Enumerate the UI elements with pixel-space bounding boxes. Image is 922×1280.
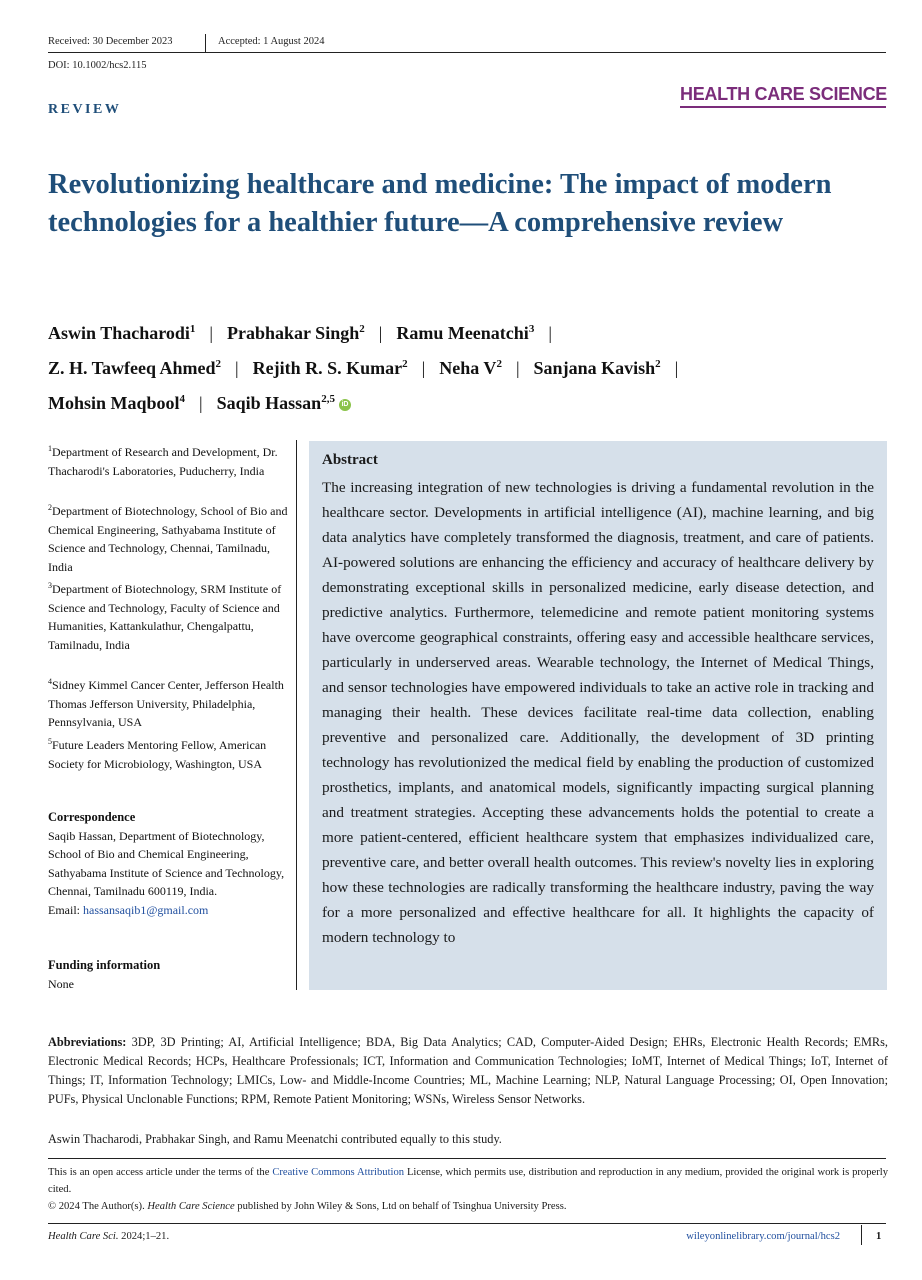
journal-url-link[interactable]: wileyonlinelibrary.com/journal/hcs2 (686, 1231, 840, 1242)
article-title: Revolutionizing healthcare and medicine: The impact of modern technologies for a healthier future—A comprehensive review (48, 169, 832, 238)
open-access-notice: This is an open access article under the terms of the Creative Commons Attribution License, which permits use, distribution and reproduction in any medium, provided the original work is properly cited. © 2024 The Author(s). Health Care Science published by John Wiley & Sons, Ltd on behalf of Tsinghua University Press. (48, 1167, 888, 1212)
contribution-note: Aswin Thacharodi, Prabhakar Singh, and Ramu Meenatchi contributed equally to this study. (48, 1132, 502, 1146)
email-link[interactable]: hassansaqib1@gmail.com (83, 902, 209, 917)
author-5: Rejith R. S. Kumar$^2$ (252, 358, 408, 378)
affiliation-5: $^5$Future Leaders Mentoring Fellow, American Society for Microbiology, Washington, USA (48, 737, 267, 771)
doi[interactable]: DOI: 10.1002/hcs2.115 (48, 60, 147, 71)
orcid-icon[interactable]: iD (339, 399, 351, 411)
license-rule (48, 1158, 886, 1159)
funding-text: None (48, 976, 74, 991)
correspondence-heading: Correspondence (48, 810, 136, 824)
funding-heading: Funding information (48, 958, 161, 972)
author-9: Saqib Hassan$^{2,5}$ (216, 393, 335, 413)
author-6: Neha $V^2$ (439, 358, 502, 378)
author-7: Sanjana Kavish$^2$ (533, 358, 661, 378)
author-list: Aswin Thacharodi$^1$ | Prabhakar Singh$^2$ | Ramu Meenatchi$^3$ | Z. H. Tawfeeq Ahmed$^2$ | Rejith R. S. Kumar$^2$ | Neha $V^2$ | Sanjana Kavish$^2$ | Mohsin Maqbool$^4$ | Saqib Hassan$^{2,5}$ iD (48, 323, 679, 413)
header-rule (48, 52, 886, 53)
page-number: 1 (876, 1231, 882, 1242)
affiliation-4: $^4$Sidney Kimmel Cancer Center, Jefferson Health Thomas Jefferson University, Philadelphia, Pennsylvania, USA (48, 677, 284, 729)
author-4: Z. H. Tawfeeq Ahmed$^2$ (48, 358, 222, 378)
footer-separator (861, 1225, 862, 1245)
author-8: Mohsin Maqbool$^4$ (48, 393, 186, 413)
abstract-heading: Abstract (322, 452, 378, 468)
cc-license-link[interactable]: Creative Commons Attribution (272, 1167, 405, 1178)
author-3: Ramu Meenatchi$^3$ (396, 323, 535, 343)
author-1: Aswin Thacharodi$^1$ (48, 323, 196, 343)
author-2: Prabhakar Singh$^2$ (227, 323, 365, 343)
correspondence: Correspondence Saqib Hassan, Department of Biotechnology, School of Bio and Chemical Engineering, Sathyabama Institute of Science and Technology, Chennai, Tamilnadu 600119, India. Email: hassansaqib1@gmail.com (48, 808, 288, 919)
section-label: REVIEW (48, 102, 122, 117)
received-date: Received: 30 December 2023 (48, 36, 173, 47)
accepted-date: Accepted: 1 August 2024 (218, 36, 325, 47)
affiliation-3: $^3$Department of Biotechnology, SRM Institute of Science and Technology, Faculty of Science and Humanities, Kattankulathur, Chengalpattu, Tamilnadu, India (48, 581, 282, 652)
affiliation-1: $^1$Department of Research and Development, Dr. Thacharodi's Laboratories, Puducherry, India (48, 444, 278, 478)
abstract-text: The increasing integration of new technologies is driving a fundamental revolution in the healthcare sector. Developments in artificial intelligence (AI), machine learning, and big data analytics have completely transformed the diagnosis, treatment, and care of patients. AI-powered solutions are enhancing the efficiency and accuracy of healthcare delivery by demonstrating exceptional skills in personalized medicine, early disease detection, and predictive analytics. Furthermore, telemedicine and remote patient monitoring systems have overcome geographical constraints, offering easy and accessible healthcare services, particularly in underserved areas. Wearable technology, the Internet of Medical Things, and sensor technologies have empowered individuals to take an active role in tracking and managing their health. These devices facilitate real-time data collection, enabling preventive and personalized care. Additionally, the development of 3D printing technology has revolutionized the medical field by enabling the production of customized prosthetics, implants, and anatomical models, significantly impacting surgical planning and treatment strategies. Accepting these advancements holds the potential to create a more patient-centered, efficient healthcare system that emphasizes individualized care, preventive care, and better overall health outcomes. This review's novelty lies in exploring how these technologies are radically transforming the healthcare industry, paving the way for a more personalized and effective healthcare for all. It highlights the capacity of modern technology to (322, 479, 874, 946)
header-separator (205, 34, 206, 52)
journal-logo-underline (680, 106, 886, 108)
abbreviations: Abbreviations: 3DP, 3D Printing; AI, Artificial Intelligence; BDA, Big Data Analytics; CAD, Computer-Aided Design; EHRs, Electronic Health Records; EMRs, Electronic Medical Records; HCPs, Healthcare Professionals; ICT, Information and Communication Technologies; IoMT, Internet of Medical Things; IoT, Internet of Things; IT, Information Technology; LMICs, Low- and Middle-Income Countries; ML, Machine Learning; NLP, Natural Language Processing; OI, Open Innovation; PUFs, Physical Unclonable Functions; RPM, Remote Patient Monitoring; WSNs, Wireless Sensor Networks. (48, 1035, 888, 1106)
affiliation-2: $^2$Department of Biotechnology, School of Bio and Chemical Engineering, Sathyabama Institute of Science and Technology, Chennai, Tamilnadu, India (48, 503, 288, 574)
journal-logo: HEALTH CARE SCIENCE (680, 84, 887, 104)
correspondence-text: Saqib Hassan, Department of Biotechnology, School of Bio and Chemical Engineering, Sathyabama Institute of Science and Technology, Chennai, Tamilnadu 600119, India. (48, 828, 285, 898)
column-divider (296, 440, 297, 990)
funding (48, 956, 288, 993)
footer-rule (48, 1223, 886, 1224)
footer-citation: Health Care Sci. 2024;1–21. (48, 1231, 170, 1242)
